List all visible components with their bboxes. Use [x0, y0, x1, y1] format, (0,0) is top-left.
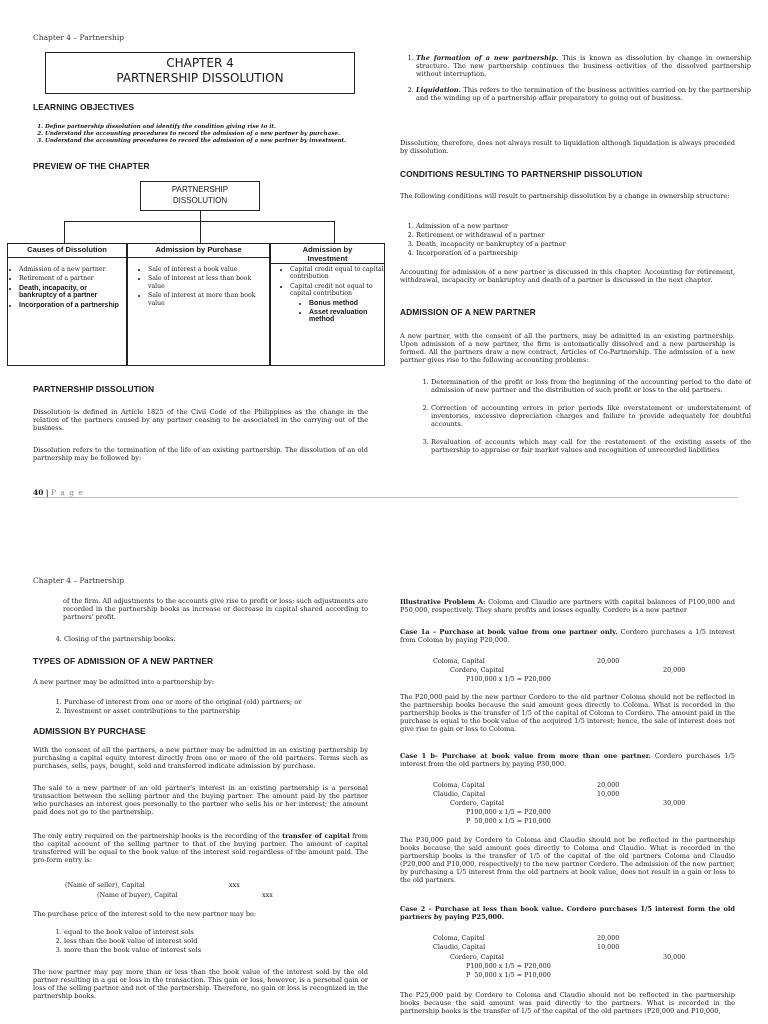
investment-item: • Capital credit equal to capital contribution: [290, 266, 384, 281]
continued-text: of the firm. All adjustments to the accounts give rise to profit or loss; such adjustments are recorded in the partnership books as increase or decrease in capital shared according to partners' profit.: [63, 597, 368, 621]
type-item: 2. Investment or asset contributions to the partnership: [64, 707, 384, 716]
page-footer: 40 | P a g e: [33, 488, 84, 497]
footer-rule: [33, 497, 738, 498]
cause-item: • Admission of a new partner: [19, 266, 126, 273]
causes-column: [7, 243, 127, 366]
text-run-bold: transfer of capital: [282, 832, 350, 840]
dissolution-termination: Dissolution refers to the termination of the life of an existing partnership. The dissolution of an old partnership may be followed by:: [33, 446, 368, 462]
case-2-calc-1: P100,000 x 1/5 = P20,000: [466, 962, 551, 970]
page2-header: Chapter 4 – Partnership: [33, 576, 125, 585]
case-1a-credit: Cordero, Capital: [450, 666, 504, 674]
closing-item: 4. Closing of the partnership books.: [64, 635, 364, 643]
admission-purchase-heading: ADMISSION BY PURCHASE: [33, 726, 146, 736]
page-number: 40: [33, 488, 44, 497]
case-2-calc-2: P 50,000 x 1/5 = P10,000: [466, 971, 551, 979]
case-1a-explanation: The P20,000 paid by the new partner Cordero to the old partner Coloma should not be reflected in the partnership books because the said amount goes directly to Coloma. What is recorded in the partnership books is the transfer of 1/5 of the capital of Coloma to Cordero. The amount paid in the purchase is equal to the book value of the acquired 1/5 interest; hence, the sale of interest does not give rise to gain or loss to Coloma.: [400, 693, 735, 733]
case-1a-title: Case 1a – Purchase at book value from one partner only.: [400, 628, 618, 636]
price-item: 1. equal to the book value of interest sols: [64, 928, 384, 937]
case-1b-calc-1: P100,000 x 1/5 = P20,000: [466, 808, 551, 816]
admission-purchase-p2: The sale to a new partner of an old partner's interest in an existing partnership is a personal transaction between the selling partner and the buying partner. The amount paid by the partner who purchases an interest goes personally to the partner who sells his or her interest; the amount paid does not go to the partnership.: [33, 784, 368, 816]
diagram-connector: [200, 211, 201, 221]
diagram-top-box: [140, 181, 260, 211]
type-item: 1. Purchase of interest from one or more of the original (old) partners; or: [64, 698, 384, 707]
cause-item: • Retirement of a partner: [19, 275, 126, 282]
case-1a-debit-amount: 20,000: [597, 657, 620, 665]
problem-item: 3. Revaluation of accounts which may call for the restatement of the existing assets of the partnership to appraise or fair market values and recognition of unrecorded liabilities: [431, 438, 751, 454]
investment-item: • Capital credit not equal to capital contribution: [290, 283, 384, 298]
page1-header: Chapter 4 – Partnership: [33, 33, 125, 42]
causes-title: Causes of Dissolution: [8, 244, 126, 258]
proforma-credit: (Name of buyer), Capital: [97, 891, 178, 899]
case-1b-debit-1: Coloma, Capital: [433, 781, 485, 789]
case-2-debit-1: Coloma, Capital: [433, 934, 485, 942]
outcome-title: Liquidation.: [416, 86, 461, 94]
outcome-text: This refers to the termination of the business activities carried on by the partnership and the winding up of a partnership affair preparatory to going out of business.: [416, 86, 751, 102]
case-1b-title: Case 1 b- Purchase at book value from more than one partner.: [400, 752, 651, 760]
case-1b-debit-2: Claudio, Capital: [433, 790, 486, 798]
case-1b-text: Cordero purchases 1/5 interest from the old partners by paying P30,000.: [400, 752, 735, 768]
illustrative-text: Coloma and Claudio are partners with capital balances of P100,000 and P50,000, respectively. They share profits and losses equally. Cordero is a new partner: [400, 598, 735, 614]
outcome-title: The formation of a new partnership.: [416, 54, 559, 62]
objective-item: 1. Define partnership dissolution and identify the condition giving rise to it.: [45, 124, 380, 131]
causes-list: [8, 266, 126, 309]
outcome-text: This is known as dissolution by change in ownership structure. The new partnership continues the business activities of the dissolved partnership without interruption.: [416, 54, 751, 78]
condition-item: 2. Retirement or withdrawal of a partner: [416, 231, 736, 240]
chapter-number: CHAPTER 4: [166, 56, 234, 70]
conditions-note: Accounting for admission of a new partner is discussed in this chapter. Accounting for retirement, withdrawal, incapacity or bankruptcy and death of a partner is discussed in the next chapter.: [400, 268, 735, 284]
case-2-title: Case 2 – Purchase at less than book value. Cordero purchases 1/5 interest form the old partners by paying P25,000.: [400, 905, 735, 921]
case-2-debit-1-amount: 20,000: [597, 934, 620, 942]
proforma-debit-amount: xxx: [229, 881, 240, 889]
problem-item: 2. Correction of accounting errors in prior periods like overstatement or understatement of inventories, excessive depreciation charges and failure to provide adequately for doubtful accounts.: [431, 404, 751, 428]
preview-heading: PREVIEW OF THE CHAPTER: [33, 161, 150, 171]
case-1a: [400, 628, 735, 644]
proforma-debit: (Name of seller), Capital: [65, 881, 145, 889]
price-item: 2. less than the book value of interest sold: [64, 937, 384, 946]
purchase-item: • Sale of interest at less than book value: [148, 275, 269, 290]
text-run: from the capital account of the selling partner to that of the buying partner. The amount of capital transferred will be equal to the book value of the interest sold regardless of the amount paid. The pro-form entry is:: [33, 832, 368, 864]
objective-item: 3. Understand the accounting procedures to record the admission of a new partner by investment.: [45, 138, 380, 145]
objectives-list: [33, 124, 380, 145]
dissolution-definition: Dissolution is defined in Article 1825 of the Civil Code of the Philippines as the change in the relation of the partners caused by any partner ceasing to be associated in the carrying out of the business.: [33, 408, 368, 432]
conditions-list: [400, 222, 736, 258]
diagram-top-label: PARTNERSHIP DISSOLUTION: [171, 185, 229, 205]
problem-item: 1. Determination of the profit or loss from the beginning of the accounting period to the date of admission of new partner and the distribution of such profit or loss to the old partners.: [431, 378, 751, 394]
investment-title: Admission by Investment: [271, 244, 384, 264]
case-1b-credit-amount: 30,000: [663, 799, 686, 807]
case-1a-debit: Coloma, Capital: [433, 657, 485, 665]
investment-subitem: • Asset revaluation method: [309, 309, 384, 324]
investment-list: [271, 266, 384, 298]
types-heading: TYPES OF ADMISSION OF A NEW PARTNER: [33, 656, 214, 666]
objective-item: 2. Understand the accounting procedures to record the admission of a new partner by purchase.: [45, 131, 380, 138]
dissolution-outcomes-list: [400, 54, 751, 105]
illustrative-problem: [400, 598, 735, 614]
case-1a-text: Cordero purchases a 1/5 interest from Coloma by paying P20,000.: [400, 628, 735, 644]
cause-item: • Death, incapacity, or bankruptcy of a partner: [19, 285, 126, 300]
condition-item: 1. Admission of a new partner: [416, 222, 736, 231]
types-list: [48, 698, 384, 716]
continued-list: [48, 635, 364, 646]
purchase-price-list: [48, 928, 384, 955]
chapter-title-box: [45, 52, 355, 94]
purchase-item: • Sale of interest at more than book value: [148, 292, 269, 307]
types-intro: A new partner may be admitted into a partnership by:: [33, 678, 214, 686]
outcome-item: [416, 54, 751, 78]
case-2-credit: Cordero, Capital: [450, 953, 504, 961]
page-label: P a g e: [50, 488, 84, 497]
purchase-item: • Sale of interest a book value: [148, 266, 269, 273]
case-1b-debit-2-amount: 10,000: [597, 790, 620, 798]
text-run: The only entry required on the partnership books is the recording of the: [33, 832, 283, 840]
admission-intro: A new partner, with the consent of all the partners, may be admitted in an existing partnership. Upon admission of a new partner, the firm is automatically dissolved and a new partnership is formed. All the partners draw a new contract, Articles of Co-Partnership. The admission of a new partner gives rise to the following accounting problems:: [400, 332, 735, 364]
admission-heading: ADMISSION OF A NEW PARTNER: [400, 307, 536, 317]
purchase-price-intro: The purchase price of the interest sold to the new partner may be:: [33, 910, 257, 918]
case-1b: [400, 752, 735, 768]
diagram-connector: [200, 221, 201, 243]
case-2-debit-2-amount: 10,000: [597, 943, 620, 951]
proforma-credit-amount: xxx: [262, 891, 273, 899]
learning-objectives-heading: LEARNING OBJECTIVES: [33, 102, 135, 112]
outcome-item: [416, 86, 751, 102]
case-1b-calc-2: P 50,000 x 1/5 = P10,000: [466, 817, 551, 825]
case-1a-credit-amount: 20,000: [663, 666, 686, 674]
investment-column: [270, 243, 385, 366]
investment-subitem: • Bonus method: [309, 300, 384, 307]
purchase-title: Admission by Purchase: [128, 244, 269, 258]
purchase-list: [128, 266, 269, 307]
case-1b-credit: Cordero, Capital: [450, 799, 504, 807]
admission-purchase-p3: [33, 832, 368, 864]
dissolution-vs-liquidation: Dissolution, therefore, does not always result to liquidation although liquidation is always preceded by dissolution.: [400, 139, 735, 155]
price-item: 3. more than the book value of interest sols: [64, 946, 384, 955]
investment-sublist: [271, 300, 384, 324]
diagram-connector: [64, 221, 65, 243]
case-2-credit-amount: 30,000: [663, 953, 686, 961]
cause-item: • Incorporation of a partnership: [19, 302, 126, 309]
gain-loss-paragraph: The new partner may pay more than or less than the book value of the interest sold by the old partner resulting in a gai or loss in the transaction. This gain or loss, however, is a personal gain or loss of the selling partner and not of the partnership. Therefore, no gain or loss is recognized in the partnership books.: [33, 968, 368, 1000]
diagram-connector: [64, 221, 334, 222]
condition-item: 3. Death, incapacity or bankruptcy of a partner: [416, 240, 736, 249]
case-1b-debit-1-amount: 20,000: [597, 781, 620, 789]
admission-purchase-p1: With the consent of all the partners, a new partner may be admitted in an existing partnership by purchasing a capital equity interest directly from one or more of the old partners. Terms such as purchases, sells, pays, bought, sold and transferred indicate admission by purchase.: [33, 746, 368, 770]
case-2-explanation: The P25,000 paid by Cordero to Coloma and Claudio should not be reflected in the partnership books because the said amount was paid directly to the partners. What is recorded in the partnership books is the transfer of 1/5 of the capital of the old partners (P20,000 and P10,000,: [400, 991, 735, 1015]
condition-item: 4. Incorporation of a partnership: [416, 249, 736, 258]
case-2-debit-2: Claudio, Capital: [433, 943, 486, 951]
case-1a-calc: P100,000 x 1/5 = P20,000: [466, 675, 551, 683]
conditions-heading: CONDITIONS RESULTING TO PARTNERSHIP DISSOLUTION: [400, 169, 643, 179]
illustrative-title: Illustrative Problem A:: [400, 598, 486, 606]
partnership-dissolution-heading: PARTNERSHIP DISSOLUTION: [33, 384, 155, 394]
purchase-column: [127, 243, 270, 366]
conditions-intro: The following conditions will result to partnership dissolution by a change in ownership structure:: [400, 192, 730, 200]
diagram-connector: [334, 221, 335, 243]
chapter-title: PARTNERSHIP DISSOLUTION: [116, 71, 284, 85]
admission-problems-list: [415, 378, 751, 457]
case-1b-explanation: The P30,000 paid by Cordero to Coloma and Claudio should not be reflected in the partnership books because the said amount goes directly to Coloma and Claudio. What is recorded in the partnership books is the transfer of 1/5 of the capital of the old partners Coloma and Claudio (P20,000 and P10,000, respectively) to the new partner Cordero. The admission of the new partner, by purchasing a 1/5 interest from the old partners at book value, does not result in a gain or loss to the old partners.: [400, 836, 735, 884]
